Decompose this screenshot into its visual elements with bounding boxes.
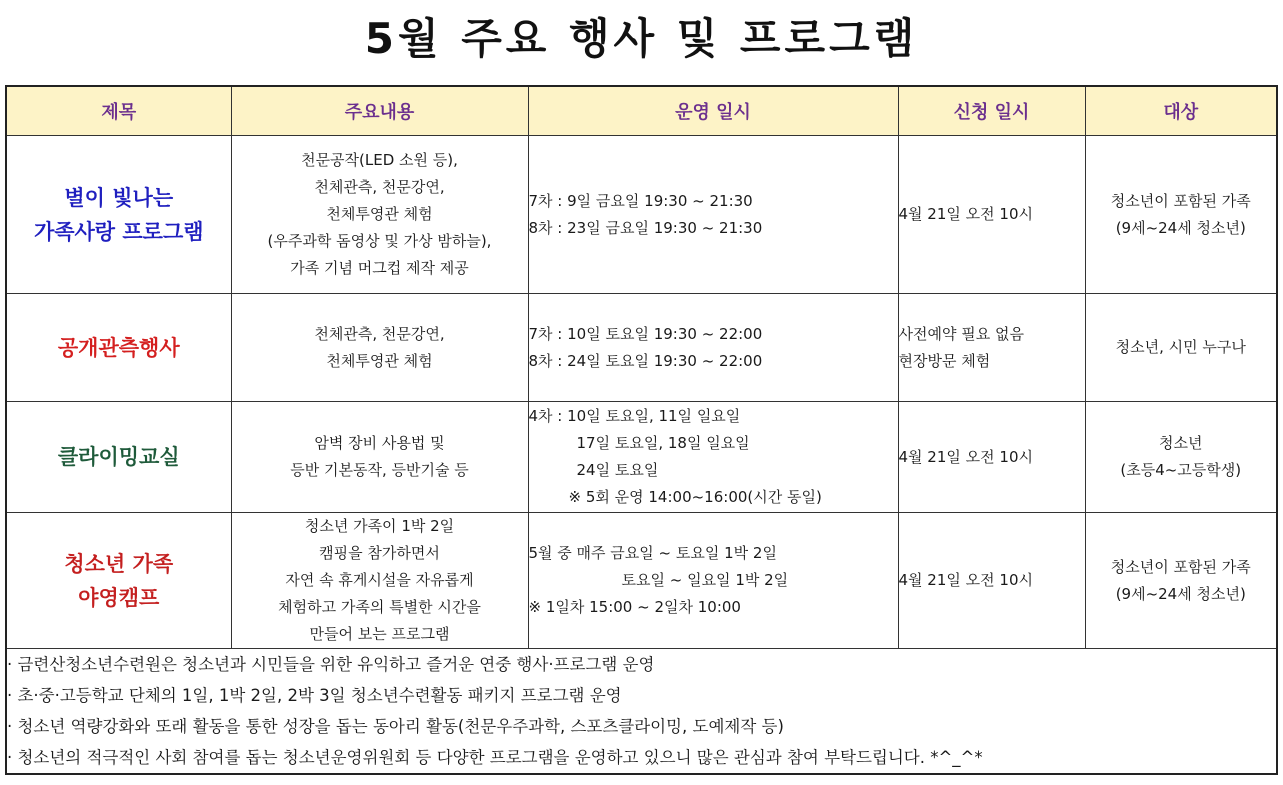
schedule-line: 5월 중 매주 금요일 ~ 토요일 1박 2일	[528, 544, 777, 562]
table-header-row	[6, 86, 1277, 136]
program-schedule	[528, 294, 898, 402]
program-schedule	[528, 136, 898, 294]
application-line: 사전예약 필요 없음	[898, 324, 1024, 343]
content-line: 천문공작(LED 소원 등),	[301, 151, 458, 169]
program-name-line: 별이 빛나는	[64, 185, 174, 210]
program-schedule	[528, 513, 898, 649]
program-name-line: 가족사랑 프로그램	[33, 219, 204, 244]
note-item: · 청소년의 적극적인 사회 참여를 돕는 청소년운영위원회 등 다양한 프로그램을 운영하고 있으니 많은 관심과 참여 부탁드립니다. *^_^*	[7, 748, 983, 767]
program-content	[231, 136, 528, 294]
target-line: (9세~24세 청소년)	[1115, 218, 1246, 237]
program-schedule	[528, 402, 898, 513]
program-name	[6, 402, 231, 513]
content-line: 천체투영관 체험	[326, 205, 433, 223]
program-name-line: 청소년 가족	[64, 551, 174, 576]
note-item: · 금련산청소년수련원은 청소년과 시민들을 위한 유익하고 즐거운 연중 행사·프로그램 운영	[7, 655, 655, 674]
page-title: 5월 주요 행사 및 프로그램	[364, 14, 919, 63]
note-item: · 청소년 역량강화와 또래 활동을 통한 성장을 돕는 동아리 활동(천문우주과학, 스포츠클라이밍, 도예제작 등)	[7, 717, 784, 736]
program-content	[231, 402, 528, 513]
application-line: 현장방문 체험	[898, 351, 991, 370]
schedule-line: 7차 : 9일 금요일 19:30 ~ 21:30	[528, 191, 753, 210]
program-content	[231, 294, 528, 402]
target-line: 청소년이 포함된 가족	[1110, 557, 1251, 576]
program-name-line: 공개관측행사	[57, 335, 180, 360]
target-line: 청소년	[1159, 434, 1203, 452]
content-line: 천체관측, 천문강연,	[314, 178, 445, 196]
program-target	[1085, 136, 1277, 294]
content-line: 천체투영관 체험	[326, 351, 433, 370]
target-line: 청소년이 포함된 가족	[1110, 191, 1251, 210]
program-application	[898, 402, 1085, 513]
schedule-line: 8차 : 23일 금요일 19:30 ~ 21:30	[528, 218, 763, 237]
table-row	[6, 294, 1277, 402]
content-line: 체험하고 가족의 특별한 시간을	[278, 598, 481, 616]
header-operation-time: 운영 일시	[528, 86, 898, 136]
content-line: 천체관측, 천문강연,	[314, 324, 445, 343]
program-name	[6, 513, 231, 649]
program-target	[1085, 513, 1277, 649]
program-target	[1085, 402, 1277, 513]
target-line: 청소년, 시민 누구나	[1115, 338, 1246, 356]
application-line: 4월 21일 오전 10시	[898, 205, 1033, 223]
application-line: 4월 21일 오전 10시	[898, 447, 1033, 466]
program-application	[898, 136, 1085, 294]
note-item: · 초·중·고등학교 단체의 1일, 1박 2일, 2박 3일 청소년수련활동 패키지 프로그램 운영	[7, 686, 622, 705]
schedule-line: 8차 : 24일 토요일 19:30 ~ 22:00	[528, 351, 763, 370]
header-content: 주요내용	[231, 86, 528, 136]
content-line: 만들어 보는 프로그램	[309, 625, 450, 643]
header-application-time: 신청 일시	[898, 86, 1085, 136]
program-name-line: 클라이밍교실	[57, 445, 180, 469]
schedule-line: 7차 : 10일 토요일 19:30 ~ 22:00	[528, 324, 763, 343]
content-line: 청소년 가족이 1박 2일	[304, 517, 455, 535]
schedule-line: 17일 토요일, 18일 일요일	[576, 434, 750, 452]
schedule-note: ※ 1일차 15:00 ~ 2일차 10:00	[528, 598, 741, 616]
table-row	[6, 402, 1277, 513]
program-content	[231, 513, 528, 649]
schedule-line: 4차 : 10일 토요일, 11일 일요일	[528, 407, 741, 425]
target-line: (초등4~고등학생)	[1120, 461, 1242, 479]
schedule-line: 24일 토요일	[576, 461, 659, 479]
header-target: 대상	[1085, 86, 1277, 136]
content-line: (우주과학 돔영상 및 가상 밤하늘),	[267, 232, 492, 250]
application-line: 4월 21일 오전 10시	[898, 571, 1033, 589]
program-application	[898, 294, 1085, 402]
header-title: 제목	[6, 86, 231, 136]
notes-section	[6, 649, 1277, 775]
content-line: 가족 기념 머그컵 제작 제공	[290, 259, 469, 277]
program-application	[898, 513, 1085, 649]
schedule-note: ※ 5회 운영 14:00~16:00(시간 동일)	[568, 488, 822, 506]
notes-row	[6, 649, 1277, 775]
table-row	[6, 136, 1277, 294]
schedule-line: 토요일 ~ 일요일 1박 2일	[621, 571, 789, 589]
program-name-line: 야영캠프	[78, 585, 160, 610]
program-name	[6, 136, 231, 294]
program-table	[5, 85, 1278, 775]
content-line: 캠핑을 참가하면서	[319, 544, 440, 562]
table-row	[6, 513, 1277, 649]
program-target	[1085, 294, 1277, 402]
program-name	[6, 294, 231, 402]
content-line: 등반 기본동작, 등반기술 등	[290, 461, 469, 479]
content-line: 암벽 장비 사용법 및	[314, 434, 445, 452]
content-line: 자연 속 휴게시설을 자유롭게	[285, 571, 474, 589]
target-line: (9세~24세 청소년)	[1115, 584, 1246, 603]
